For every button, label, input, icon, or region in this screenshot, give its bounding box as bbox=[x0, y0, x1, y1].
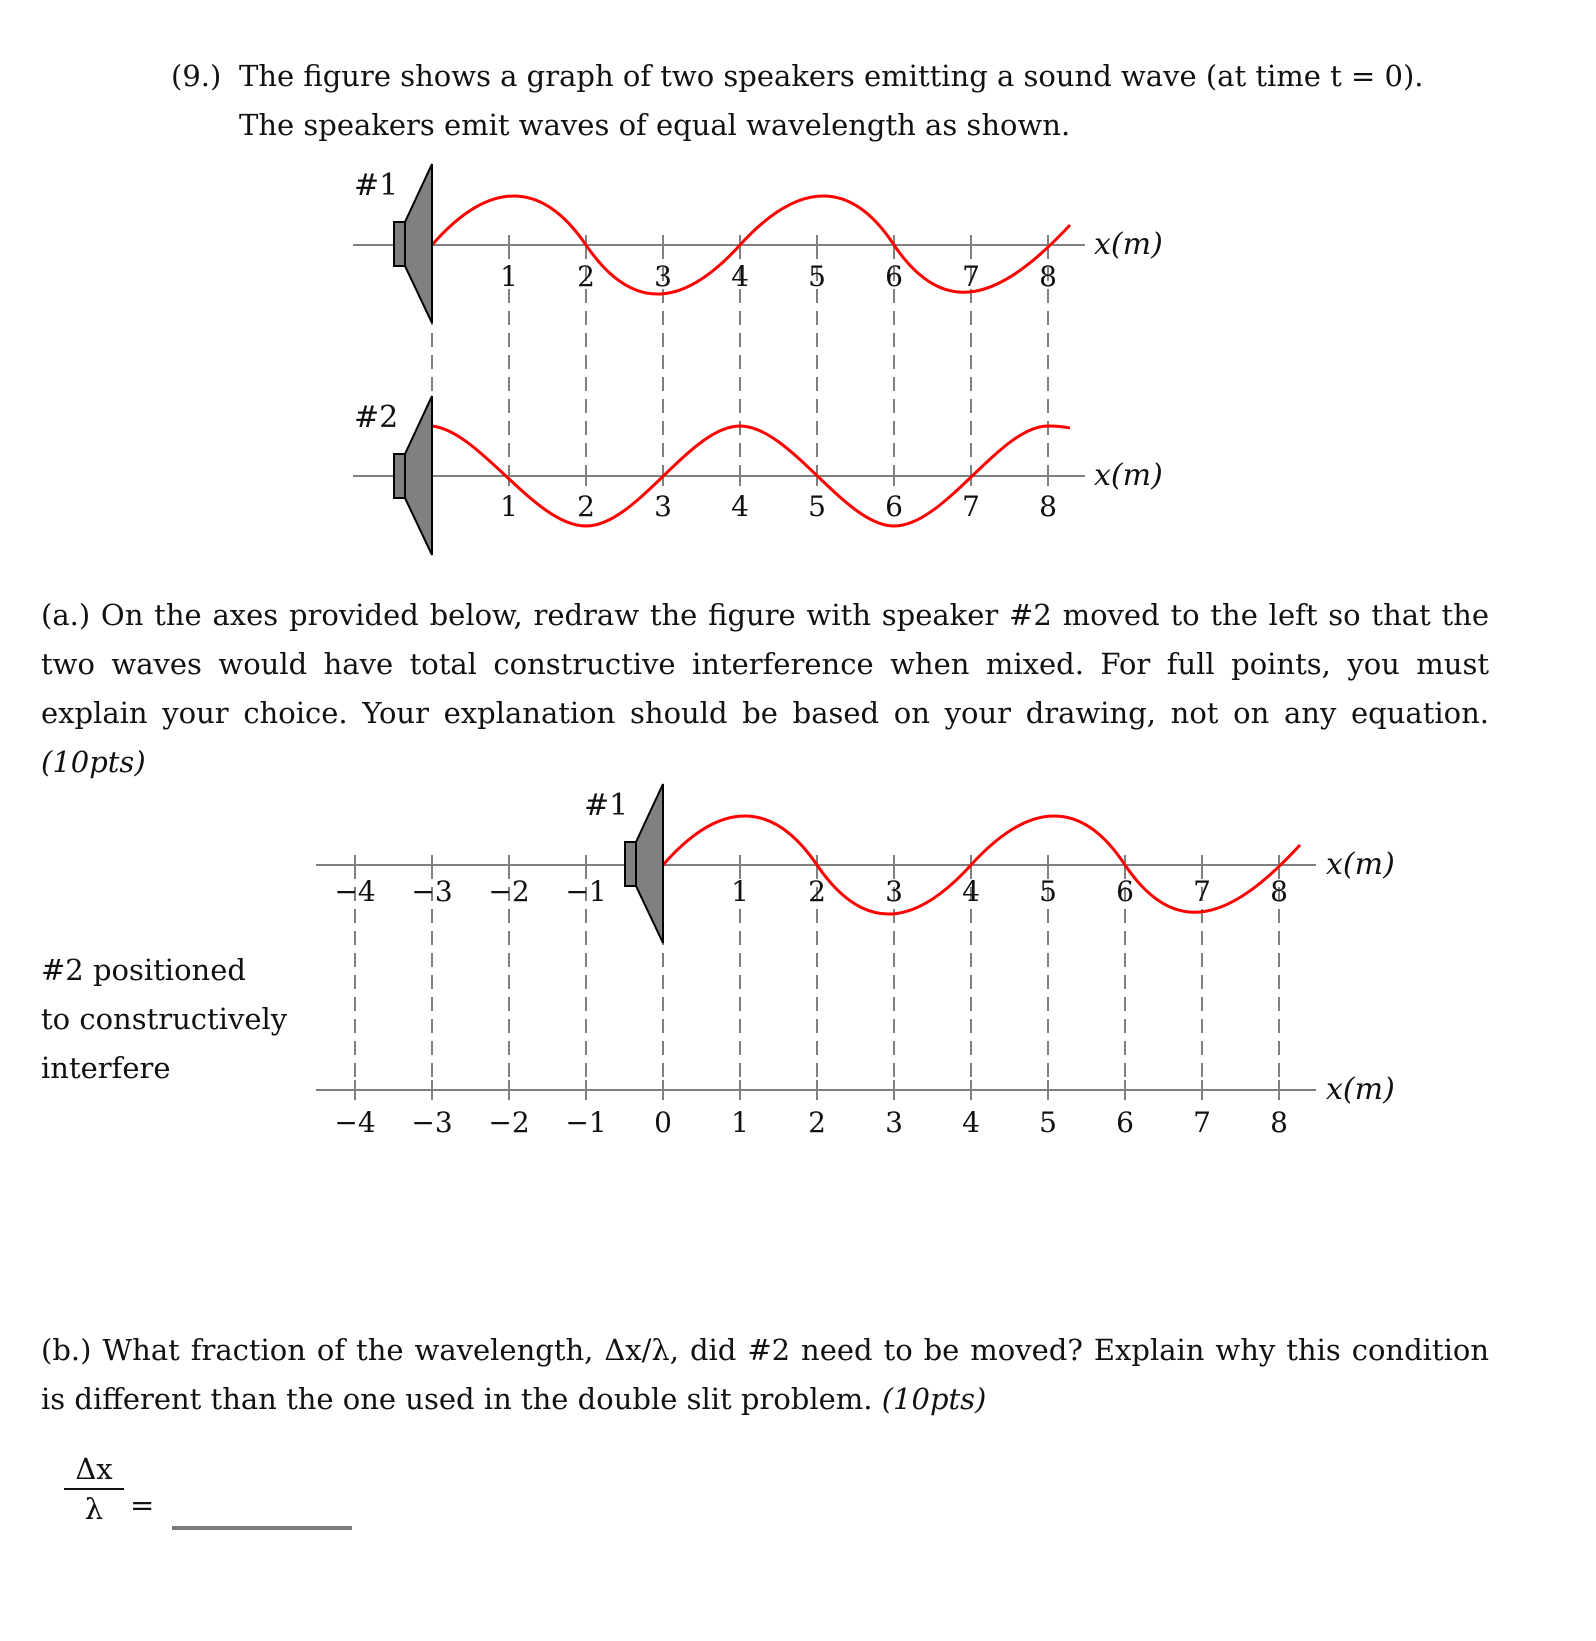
tick-label: 1 bbox=[731, 875, 749, 908]
tick-label: 5 bbox=[808, 260, 826, 293]
speaker-1-icon bbox=[625, 784, 663, 943]
part-b-points: (10pts) bbox=[881, 1382, 987, 1416]
tick-label: −2 bbox=[488, 875, 530, 908]
speaker-2-icon bbox=[394, 396, 432, 555]
tick-label: −1 bbox=[565, 1106, 607, 1139]
tick-label: −1 bbox=[565, 875, 607, 908]
axis-2-tick-labels bbox=[500, 490, 1057, 523]
tick-label: 6 bbox=[1116, 875, 1134, 908]
tick-label: 2 bbox=[808, 875, 826, 908]
axis-upper-label: x(m) bbox=[1326, 847, 1395, 882]
tick-label: 8 bbox=[1270, 875, 1288, 908]
tick-label: −4 bbox=[334, 1106, 376, 1139]
tick-label: 7 bbox=[962, 260, 980, 293]
tick-label: 1 bbox=[500, 490, 518, 523]
tick-label: 4 bbox=[731, 490, 749, 523]
side-label bbox=[41, 946, 301, 1093]
part-b-text: (b.) What fraction of the wavelength, Δx/λ, did #2 need to be moved? Explain why this condition is different than the one used in the double slit problem. bbox=[41, 1333, 1489, 1416]
tick-label: 4 bbox=[962, 875, 980, 908]
tick-label: −2 bbox=[488, 1106, 530, 1139]
tick-label: −3 bbox=[411, 1106, 453, 1139]
part-a bbox=[41, 591, 1489, 787]
speaker-2-label: #2 bbox=[354, 400, 399, 435]
question-number: (9.) bbox=[171, 59, 222, 93]
tick-label: −4 bbox=[334, 875, 376, 908]
axis-1-tick-labels bbox=[500, 260, 1057, 293]
tick-label: 2 bbox=[577, 260, 595, 293]
equals-sign: = bbox=[130, 1488, 155, 1522]
tick-label: 8 bbox=[1270, 1106, 1288, 1139]
tick-label: 8 bbox=[1039, 260, 1057, 293]
tick-label: 6 bbox=[885, 260, 903, 293]
tick-label: 7 bbox=[1193, 875, 1211, 908]
tick-label: 1 bbox=[731, 1106, 749, 1139]
fraction-denominator: λ bbox=[84, 1491, 104, 1526]
speaker-1-label: #1 bbox=[584, 788, 629, 823]
speaker-1-label: #1 bbox=[354, 168, 399, 203]
axis-2-label: x(m) bbox=[1094, 458, 1163, 493]
part-a-points: (10pts) bbox=[41, 745, 146, 779]
tick-label: 5 bbox=[1039, 875, 1057, 908]
tick-label: 4 bbox=[962, 1106, 980, 1139]
tick-label: 8 bbox=[1039, 490, 1057, 523]
side-label-line: to constructively bbox=[41, 1002, 288, 1036]
axis-1-label: x(m) bbox=[1094, 227, 1163, 262]
tick-label: 5 bbox=[1039, 1106, 1057, 1139]
part-a-text: (a.) On the axes provided below, redraw the figure with speaker #2 moved to the left so that the two waves would have total constructive interference when mixed. For full points, you must explain your choice. Your explanation should be based on your drawing, not on any equation. bbox=[41, 598, 1489, 730]
tick-label: 3 bbox=[654, 260, 672, 293]
answer-blank[interactable] bbox=[172, 1526, 352, 1530]
tick-label: 4 bbox=[731, 260, 749, 293]
tick-label: −3 bbox=[411, 875, 453, 908]
tick-label: 5 bbox=[808, 490, 826, 523]
side-label-line: #2 positioned bbox=[41, 953, 246, 987]
side-label-line: interfere bbox=[41, 1051, 171, 1085]
question-text: The figure shows a graph of two speakers emitting a sound wave (at time t = 0). The speakers emit waves of equal wavelength as shown. bbox=[239, 59, 1424, 142]
tick-label: 6 bbox=[885, 490, 903, 523]
tick-label: 0 bbox=[654, 1106, 672, 1139]
speaker-1-icon bbox=[394, 164, 432, 323]
axis-upper-tick-labels bbox=[334, 875, 1288, 908]
tick-label: 2 bbox=[808, 1106, 826, 1139]
fraction-bar bbox=[64, 1488, 124, 1490]
axis-lower-label: x(m) bbox=[1326, 1072, 1395, 1107]
tick-label: 1 bbox=[500, 260, 518, 293]
tick-label: 6 bbox=[1116, 1106, 1134, 1139]
tick-label: 3 bbox=[654, 490, 672, 523]
tick-label: 7 bbox=[1193, 1106, 1211, 1139]
question-9 bbox=[171, 52, 1471, 150]
part-b bbox=[41, 1326, 1489, 1424]
answer-fraction bbox=[64, 1452, 124, 1526]
figure-two-speakers bbox=[0, 150, 1596, 570]
tick-label: 2 bbox=[577, 490, 595, 523]
tick-label: 3 bbox=[885, 1106, 903, 1139]
tick-label: 7 bbox=[962, 490, 980, 523]
tick-label: 3 bbox=[885, 875, 903, 908]
fraction-numerator: Δx bbox=[75, 1452, 113, 1486]
axis-lower-tick-labels bbox=[334, 1106, 1288, 1139]
